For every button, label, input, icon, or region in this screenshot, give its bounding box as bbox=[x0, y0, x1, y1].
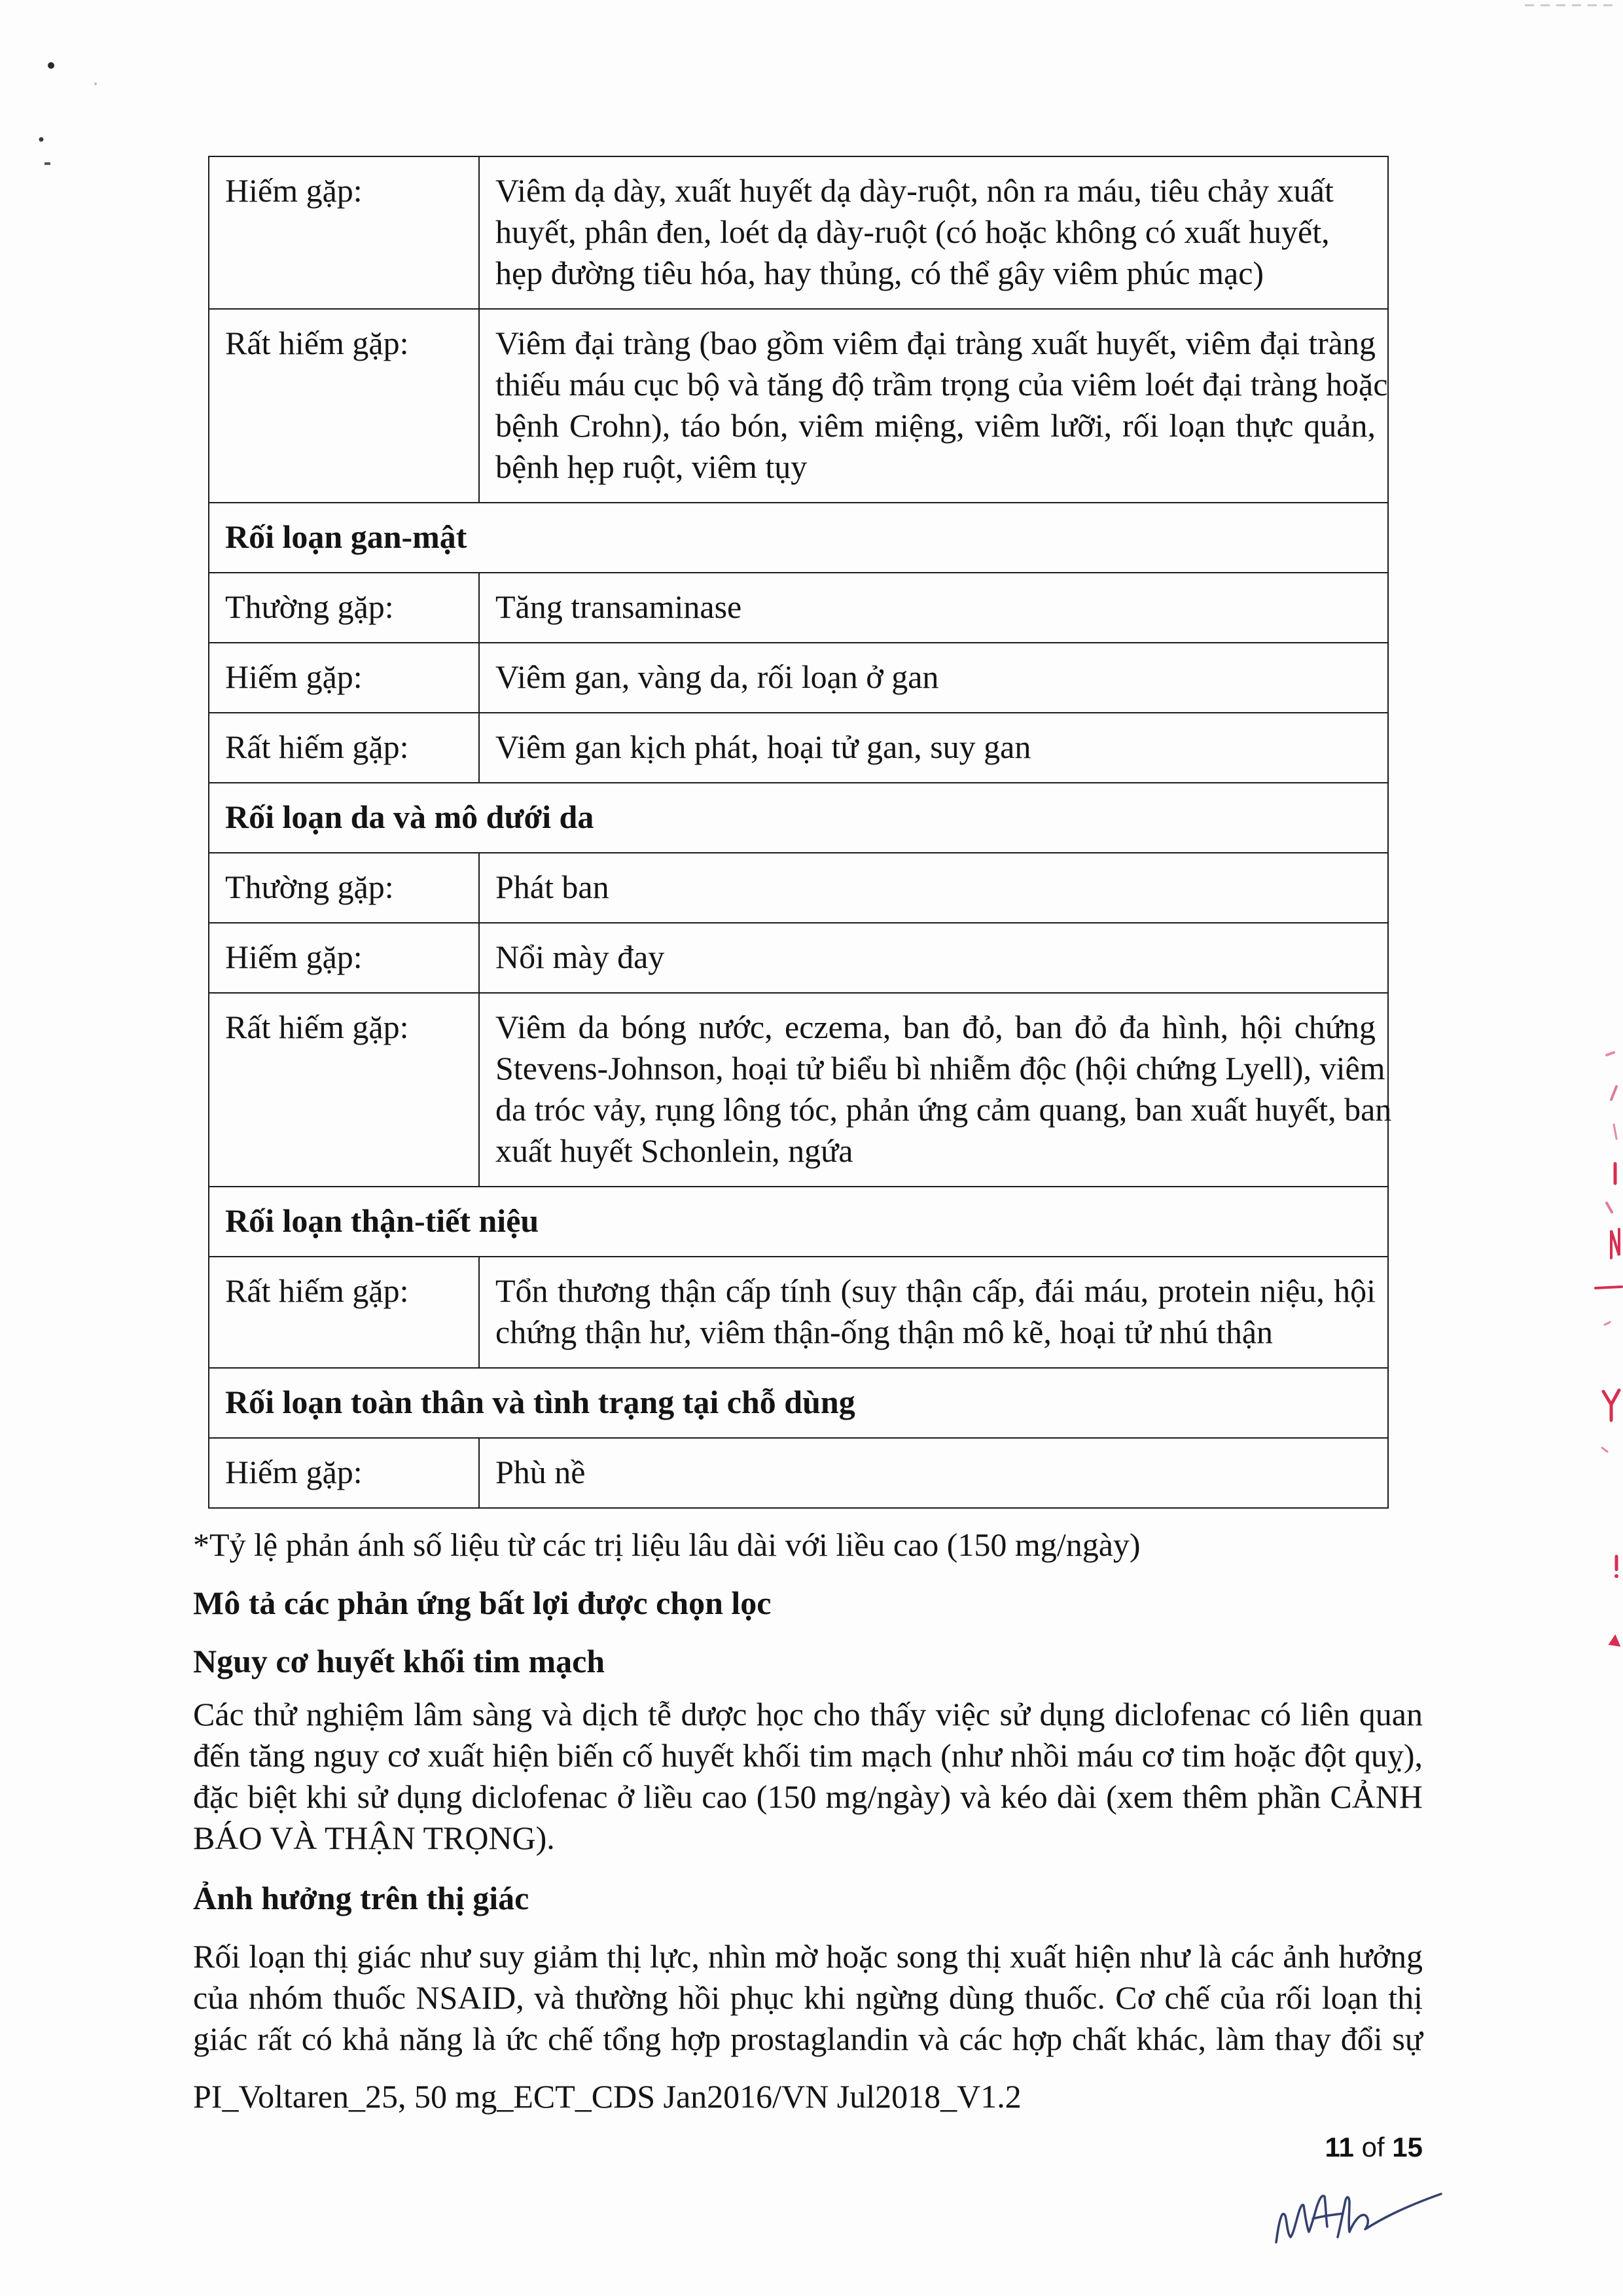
stamp-bleed-mark bbox=[1610, 1636, 1619, 1645]
frequency-label: Rất hiếm gặp: bbox=[225, 1009, 409, 1045]
subsection-heading: Ảnh hưởng trên thị giác bbox=[193, 1880, 529, 1916]
section-heading: Rối loạn thận-tiết niệu bbox=[225, 1202, 539, 1239]
description-line: hẹp đường tiêu hóa, hay thủng, có thể gây viêm phúc mạc) bbox=[495, 255, 1264, 291]
frequency-cell bbox=[209, 1257, 479, 1368]
description-cell bbox=[479, 643, 1388, 713]
signature-stroke bbox=[1276, 2194, 1441, 2242]
frequency-cell bbox=[209, 643, 479, 713]
page-of-label: of bbox=[1361, 2132, 1385, 2162]
page-content bbox=[193, 156, 1423, 2164]
scan-dot bbox=[45, 162, 50, 165]
description-line: Viêm dạ dày, xuất huyết dạ dày-ruột, nôn ra máu, tiêu chảy xuất bbox=[495, 172, 1334, 209]
frequency-label: Hiếm gặp: bbox=[225, 658, 363, 695]
description-line: Tổn thương thận cấp tính (suy thận cấp, đái máu, protein niệu, hội bbox=[495, 1272, 1376, 1309]
footer-document-id: PI_Voltaren_25, 50 mg_ECT_CDS Jan2016/VN Jul2018_V1.2 bbox=[193, 2078, 1022, 2115]
frequency-cell bbox=[209, 923, 479, 993]
description-line: bệnh hẹp ruột, viêm tụy bbox=[495, 448, 808, 485]
scan-dot bbox=[39, 137, 44, 142]
paragraph-line: của nhóm thuốc NSAID, và thường hồi phục khi ngừng dùng thuốc. Cơ chế của rối loạn thị bbox=[193, 1979, 1423, 2016]
stamp-bleed-mark bbox=[1602, 1448, 1607, 1452]
section-heading: Mô tả các phản ứng bất lợi được chọn lọc bbox=[193, 1585, 772, 1621]
frequency-label: Rất hiếm gặp: bbox=[225, 1272, 409, 1309]
stamp-bleed-mark bbox=[1611, 1086, 1616, 1100]
stamp-bleed-mark bbox=[1614, 1124, 1616, 1139]
frequency-label: Thường gặp: bbox=[225, 588, 394, 625]
scan-dot bbox=[48, 62, 54, 69]
frequency-label: Rất hiếm gặp: bbox=[225, 728, 409, 765]
table-section-row bbox=[209, 1187, 1388, 1257]
frequency-cell bbox=[209, 309, 479, 503]
paragraph-line: giác rất có khả năng là ức chế tổng hợp prostaglandin và các hợp chất khác, làm thay đổi sự bbox=[193, 2020, 1423, 2057]
frequency-label: Hiếm gặp: bbox=[225, 1454, 363, 1490]
description-line: Viêm đại tràng (bao gồm viêm đại tràng xuất huyết, viêm đại tràng bbox=[495, 325, 1376, 361]
table-row bbox=[209, 309, 1388, 503]
stamp-bleed-mark bbox=[1596, 1287, 1622, 1288]
table-section-row bbox=[209, 503, 1388, 573]
section-heading-cell bbox=[209, 1368, 1388, 1438]
paragraph-line: Các thử nghiệm lâm sàng và dịch tễ dược học cho thấy việc sử dụng diclofenac có liên quan bbox=[193, 1696, 1423, 1732]
description-cell bbox=[479, 713, 1388, 783]
description-cell bbox=[479, 923, 1388, 993]
section-heading: Rối loạn toàn thân và tình trạng tại chỗ dùng bbox=[225, 1384, 855, 1420]
signature bbox=[1270, 2177, 1446, 2252]
description-cell bbox=[479, 156, 1388, 309]
description-cell bbox=[479, 993, 1392, 1187]
table-row bbox=[209, 713, 1388, 783]
section-heading-cell bbox=[209, 1187, 1388, 1257]
description-cell bbox=[479, 1257, 1388, 1368]
description-line: Viêm gan kịch phát, hoại tử gan, suy gan bbox=[495, 728, 1031, 765]
description-line: Viêm gan, vàng da, rối loạn ở gan bbox=[495, 658, 939, 695]
page-current: 11 bbox=[1325, 2132, 1354, 2162]
stamp-bleed-mark bbox=[1611, 1229, 1619, 1258]
table-row bbox=[209, 643, 1388, 713]
scan-dot bbox=[94, 82, 97, 85]
frequency-cell bbox=[209, 713, 479, 783]
table-row bbox=[209, 853, 1388, 923]
frequency-label: Hiếm gặp: bbox=[225, 172, 363, 209]
stamp-bleed-mark bbox=[1607, 1203, 1612, 1212]
frequency-cell bbox=[209, 156, 479, 309]
description-line: Phù nề bbox=[495, 1454, 586, 1490]
section-heading: Rối loạn da và mô dưới da bbox=[225, 798, 594, 835]
paragraph-line: BÁO VÀ THẬN TRỌNG). bbox=[193, 1820, 555, 1856]
description-line: bệnh Crohn), táo bón, viêm miệng, viêm lưỡi, rối loạn thực quản, bbox=[495, 407, 1376, 444]
subsection-heading: Nguy cơ huyết khối tim mạch bbox=[193, 1643, 605, 1679]
frequency-label: Hiếm gặp: bbox=[225, 939, 363, 975]
description-line: Tăng transaminase bbox=[495, 588, 742, 625]
section-heading-cell bbox=[209, 503, 1388, 573]
paragraph-line: đặc biệt khi sử dụng diclofenac ở liều cao (150 mg/ngày) và kéo dài (xem thêm phần CẢNH bbox=[193, 1778, 1423, 1815]
table-row bbox=[209, 993, 1388, 1187]
adverse-reactions-table bbox=[208, 156, 1392, 1509]
stamp-bleed-mark bbox=[1614, 1574, 1618, 1578]
description-cell bbox=[479, 309, 1388, 503]
table-footnote: *Tỷ lệ phản ánh số liệu từ các trị liệu lâu dài với liều cao (150 mg/ngày) bbox=[193, 1526, 1141, 1563]
frequency-cell bbox=[209, 993, 479, 1187]
description-cell bbox=[479, 573, 1388, 643]
frequency-cell bbox=[209, 573, 479, 643]
description-line: huyết, phân đen, loét dạ dày-ruột (có hoặc không có xuất huyết, bbox=[495, 213, 1330, 250]
description-cell bbox=[479, 1438, 1388, 1508]
frequency-label: Rất hiếm gặp: bbox=[225, 325, 409, 361]
description-line: xuất huyết Schonlein, ngứa bbox=[495, 1132, 853, 1169]
description-line: Nổi mày đay bbox=[495, 939, 665, 975]
description-line: da tróc vảy, rụng lông tóc, phản ứng cảm quang, ban xuất huyết, ban bbox=[495, 1091, 1392, 1128]
paragraph-line: Rối loạn thị giác như suy giảm thị lực, nhìn mờ hoặc song thị xuất hiện như là các ảnh hưởng bbox=[193, 1938, 1423, 1975]
stamp-bleed-mark bbox=[1607, 1052, 1614, 1055]
paragraph-line: đến tăng nguy cơ xuất hiện biến cố huyết khối tim mạch (như nhồi máu cơ tim hoặc đột quỵ), bbox=[193, 1737, 1423, 1774]
table-row bbox=[209, 1257, 1388, 1368]
description-cell bbox=[479, 853, 1388, 923]
description-line: thiếu máu cục bộ và tăng độ trầm trọng của viêm loét đại tràng hoặc bbox=[495, 366, 1388, 403]
frequency-cell bbox=[209, 853, 479, 923]
frequency-cell bbox=[209, 1438, 479, 1508]
table-row bbox=[209, 1438, 1388, 1508]
stamp-bleed-marks bbox=[1596, 1052, 1622, 1645]
page-number bbox=[193, 2131, 1423, 2164]
table-row bbox=[209, 573, 1388, 643]
section-heading: Rối loạn gan-mật bbox=[225, 518, 467, 555]
table-row bbox=[209, 156, 1388, 309]
table-row bbox=[209, 923, 1388, 993]
table-section-row bbox=[209, 783, 1388, 853]
page-total: 15 bbox=[1392, 2132, 1423, 2162]
stamp-bleed-mark bbox=[1605, 1322, 1610, 1325]
description-line: Viêm da bóng nước, eczema, ban đỏ, ban đỏ đa hình, hội chứng bbox=[495, 1009, 1376, 1045]
description-line: Phát ban bbox=[495, 869, 609, 905]
section-heading-cell bbox=[209, 783, 1388, 853]
description-line: chứng thận hư, viêm thận-ống thận mô kẽ, hoại tử nhú thận bbox=[495, 1314, 1274, 1350]
paragraph bbox=[193, 1694, 1423, 1859]
frequency-label: Thường gặp: bbox=[225, 869, 394, 905]
paragraph bbox=[193, 1936, 1423, 2060]
table-section-row bbox=[209, 1368, 1388, 1438]
description-line: Stevens-Johnson, hoại tử biểu bì nhiễm độc (hội chứng Lyell), viêm bbox=[495, 1050, 1385, 1086]
table-body bbox=[209, 156, 1392, 1508]
stamp-bleed-mark bbox=[1603, 1390, 1619, 1420]
